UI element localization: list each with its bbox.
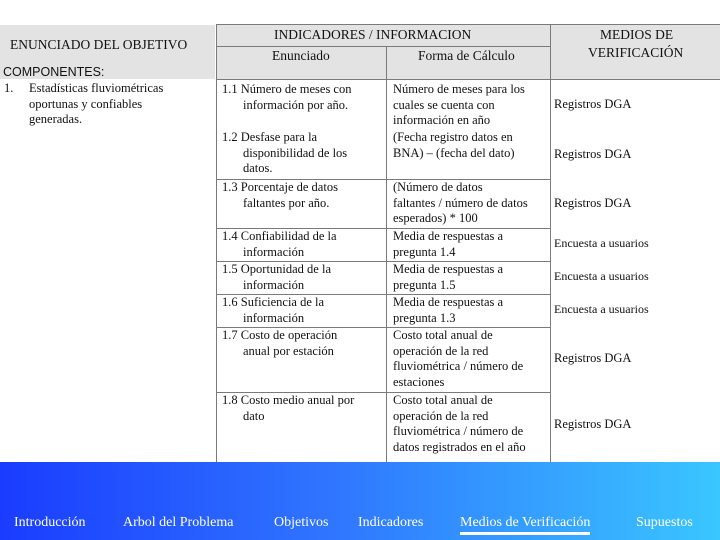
componente-number: 1.: [4, 81, 14, 95]
forma-line: Media de respuestas a: [393, 262, 504, 276]
header-forma: Forma de Cálculo: [418, 48, 515, 63]
row-1-1-enunciado: [222, 82, 351, 113]
componente-text-line: generadas.: [29, 112, 83, 126]
forma-line: fluviométrica / número de: [393, 424, 524, 438]
nav-arbol-del-problema[interactable]: Arbol del Problema: [123, 515, 234, 530]
header-enunciado: Enunciado: [272, 48, 330, 63]
row-1-6-enunciado: [222, 295, 324, 326]
rule: [216, 46, 550, 47]
componente-text-line: oportunas y confiables: [29, 96, 143, 111]
forma-line: (Fecha registro datos en: [393, 130, 513, 144]
forma-line: Costo total anual de: [393, 393, 493, 407]
enunciado-line: información: [243, 310, 305, 325]
enunciado-line: información: [243, 244, 305, 259]
row-1-4-medio: Encuesta a usuarios: [554, 236, 649, 250]
row-1-4-enunciado: [222, 229, 337, 260]
forma-line: datos registrados en el año: [393, 439, 526, 454]
row-1-4-forma: [393, 229, 503, 260]
enunciado-line: anual por estación: [243, 343, 334, 358]
forma-line: BNA) – (fecha del dato): [393, 145, 515, 160]
enunciado-line: disponibilidad de los: [243, 145, 348, 160]
rule: [216, 24, 217, 462]
bottom-navigation: [0, 505, 720, 540]
row-1-8-enunciado: [222, 393, 354, 424]
row-1-8-forma: [393, 393, 526, 455]
row-1-2-forma: [393, 130, 514, 161]
row-1-3-medio: Registros DGA: [554, 196, 632, 210]
enunciado-line: información por año.: [243, 97, 349, 112]
forma-line: fluviométrica / número de: [393, 359, 524, 373]
forma-line: estaciones: [393, 374, 445, 389]
rule: [216, 24, 720, 25]
row-1-3-forma: [393, 180, 528, 227]
row-1-1-medio: Registros DGA: [554, 97, 632, 111]
row-1-5-enunciado: [222, 262, 331, 293]
forma-line: Número de meses para los: [393, 82, 525, 96]
forma-line: Media de respuestas a: [393, 295, 504, 309]
rule: [386, 46, 387, 462]
forma-line: Media de respuestas a: [393, 229, 504, 243]
row-1-7-forma: [393, 328, 523, 390]
forma-line: (Número de datos: [393, 180, 483, 194]
enunciado-line: información: [243, 277, 305, 292]
enunciado-line: 1.8 Costo medio anual por: [222, 393, 355, 407]
row-1-3-enunciado: [222, 180, 338, 211]
enunciado-line: datos.: [243, 161, 273, 175]
forma-line: operación de la red: [393, 408, 489, 423]
row-1-7-enunciado: [222, 328, 337, 359]
row-1-5-forma: [393, 262, 503, 293]
header-indicadores: INDICADORES / INFORMACION: [274, 27, 472, 42]
nav-indicadores[interactable]: Indicadores: [358, 515, 424, 530]
componente-text: [29, 81, 163, 128]
row-1-2-enunciado: [222, 130, 347, 177]
enunciado-line: 1.6 Suficiencia de la: [222, 295, 325, 309]
nav-introduccion[interactable]: Introducción: [14, 515, 86, 530]
header-medios-line1: MEDIOS DE: [600, 27, 674, 42]
forma-line: pregunta 1.5: [393, 277, 456, 292]
nav-supuestos[interactable]: Supuestos: [636, 515, 693, 530]
forma-line: esperados) * 100: [393, 211, 478, 225]
enunciado-line: 1.1 Número de meses con: [222, 82, 352, 96]
nav-medios-de-verificacion[interactable]: Medios de Verificación: [460, 515, 590, 535]
row-1-7-medio: Registros DGA: [554, 351, 632, 365]
nav-objetivos[interactable]: Objetivos: [274, 515, 329, 530]
enunciado-line: 1.3 Porcentaje de datos: [222, 180, 338, 194]
forma-line: operación de la red: [393, 343, 489, 358]
forma-line: pregunta 1.3: [393, 310, 456, 325]
row-1-8-medio: Registros DGA: [554, 417, 632, 431]
enunciado-line: 1.7 Costo de operación: [222, 328, 338, 342]
enunciado-line: 1.4 Confiabilidad de la: [222, 229, 337, 243]
row-1-2-medio: Registros DGA: [554, 147, 632, 161]
enunciado-line: 1.5 Oportunidad de la: [222, 262, 332, 276]
header-objetivo: ENUNCIADO DEL OBJETIVO: [10, 37, 188, 52]
rule: [216, 79, 720, 80]
enunciado-line: 1.2 Desfase para la: [222, 130, 318, 144]
row-1-6-medio: Encuesta a usuarios: [554, 302, 649, 316]
row-1-5-medio: Encuesta a usuarios: [554, 269, 649, 283]
forma-line: Costo total anual de: [393, 328, 493, 342]
componente-text-line: Estadísticas fluviométricas: [29, 81, 164, 95]
row-1-6-forma: [393, 295, 503, 326]
componentes-label: COMPONENTES:: [3, 65, 105, 79]
forma-line: pregunta 1.4: [393, 244, 456, 259]
enunciado-line: dato: [243, 408, 265, 423]
forma-line: cuales se cuenta con: [393, 97, 495, 112]
forma-line: información en año: [393, 113, 491, 127]
header-medios-line2: VERIFICACIÓN: [588, 45, 684, 60]
forma-line: faltantes / número de datos: [393, 195, 528, 210]
enunciado-line: faltantes por año.: [243, 195, 330, 210]
row-1-1-forma: [393, 82, 525, 129]
rule: [550, 24, 551, 462]
